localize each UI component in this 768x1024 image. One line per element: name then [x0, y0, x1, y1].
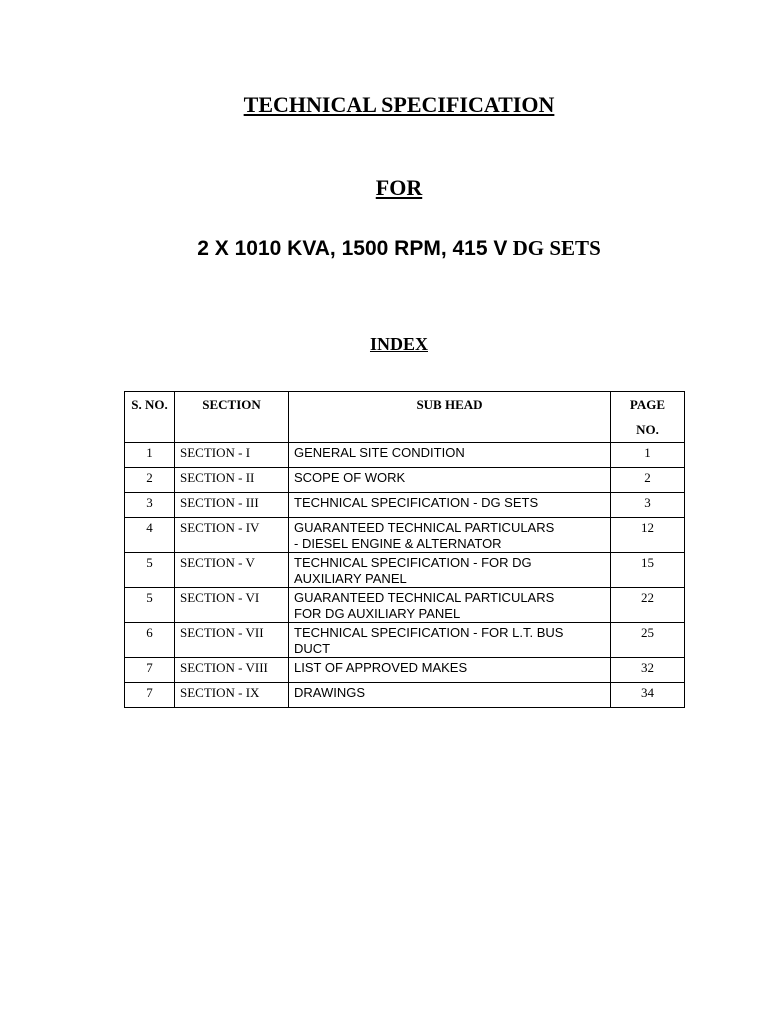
cell-sub-head: TECHNICAL SPECIFICATION - DG SETS: [289, 493, 611, 518]
header-sno: S. NO.: [125, 392, 175, 443]
cell-page: 34: [611, 683, 685, 708]
table-row: [125, 493, 685, 518]
cell-section: SECTION - VIII: [175, 658, 289, 683]
cell-sno: 6: [125, 623, 175, 658]
cell-page: 3: [611, 493, 685, 518]
table-row: [125, 553, 685, 588]
cell-sub-head: SCOPE OF WORK: [289, 468, 611, 493]
cell-page: 1: [611, 443, 685, 468]
cell-sno: 7: [125, 683, 175, 708]
cell-sno: 3: [125, 493, 175, 518]
cell-section: SECTION - IV: [175, 518, 289, 553]
document-title: TECHNICAL SPECIFICATION: [243, 92, 555, 117]
table-row: [125, 623, 685, 658]
cell-sub-head: TECHNICAL SPECIFICATION - FOR DG AUXILIARY PANEL: [289, 553, 611, 588]
table-row: [125, 518, 685, 553]
cell-sub-head: GUARANTEED TECHNICAL PARTICULARS - DIESEL ENGINE & ALTERNATOR: [289, 518, 611, 553]
subtitle-suffix: DG SETS: [512, 236, 601, 260]
cell-sno: 5: [125, 553, 175, 588]
table-row: [125, 468, 685, 493]
cell-sno: 7: [125, 658, 175, 683]
index-heading: INDEX: [369, 334, 428, 354]
cell-page: 12: [611, 518, 685, 553]
for-label: FOR: [375, 175, 423, 200]
table-header-row: [125, 392, 685, 443]
cell-page: 32: [611, 658, 685, 683]
cell-section: SECTION - IX: [175, 683, 289, 708]
cell-sno: 1: [125, 443, 175, 468]
table-row: [125, 588, 685, 623]
document-subtitle: [0, 236, 768, 261]
cell-page: 25: [611, 623, 685, 658]
index-table: [124, 391, 685, 708]
cell-sub-head: DRAWINGS: [289, 683, 611, 708]
cell-section: SECTION - V: [175, 553, 289, 588]
cell-section: SECTION - II: [175, 468, 289, 493]
cell-page: 22: [611, 588, 685, 623]
cell-sub-head: TECHNICAL SPECIFICATION - FOR L.T. BUS DUCT: [289, 623, 611, 658]
cell-section: SECTION - VI: [175, 588, 289, 623]
table-row: [125, 683, 685, 708]
cell-section: SECTION - I: [175, 443, 289, 468]
header-page-no: [611, 392, 685, 443]
table-row: [125, 658, 685, 683]
cell-page: 15: [611, 553, 685, 588]
cell-sno: 2: [125, 468, 175, 493]
header-section: SECTION: [175, 392, 289, 443]
cell-sub-head: GENERAL SITE CONDITION: [289, 443, 611, 468]
header-page-line2: NO.: [636, 422, 659, 437]
cell-section: SECTION - VII: [175, 623, 289, 658]
cell-sub-head: LIST OF APPROVED MAKES: [289, 658, 611, 683]
header-page-line1: PAGE: [629, 397, 666, 412]
table-row: [125, 443, 685, 468]
cell-sub-head: GUARANTEED TECHNICAL PARTICULARS FOR DG AUXILIARY PANEL: [289, 588, 611, 623]
header-sub-head: SUB HEAD: [289, 392, 611, 443]
cell-sno: 4: [125, 518, 175, 553]
subtitle-main: 2 X 1010 KVA, 1500 RPM, 415 V: [197, 237, 508, 260]
cell-sno: 5: [125, 588, 175, 623]
cell-section: SECTION - III: [175, 493, 289, 518]
cell-page: 2: [611, 468, 685, 493]
